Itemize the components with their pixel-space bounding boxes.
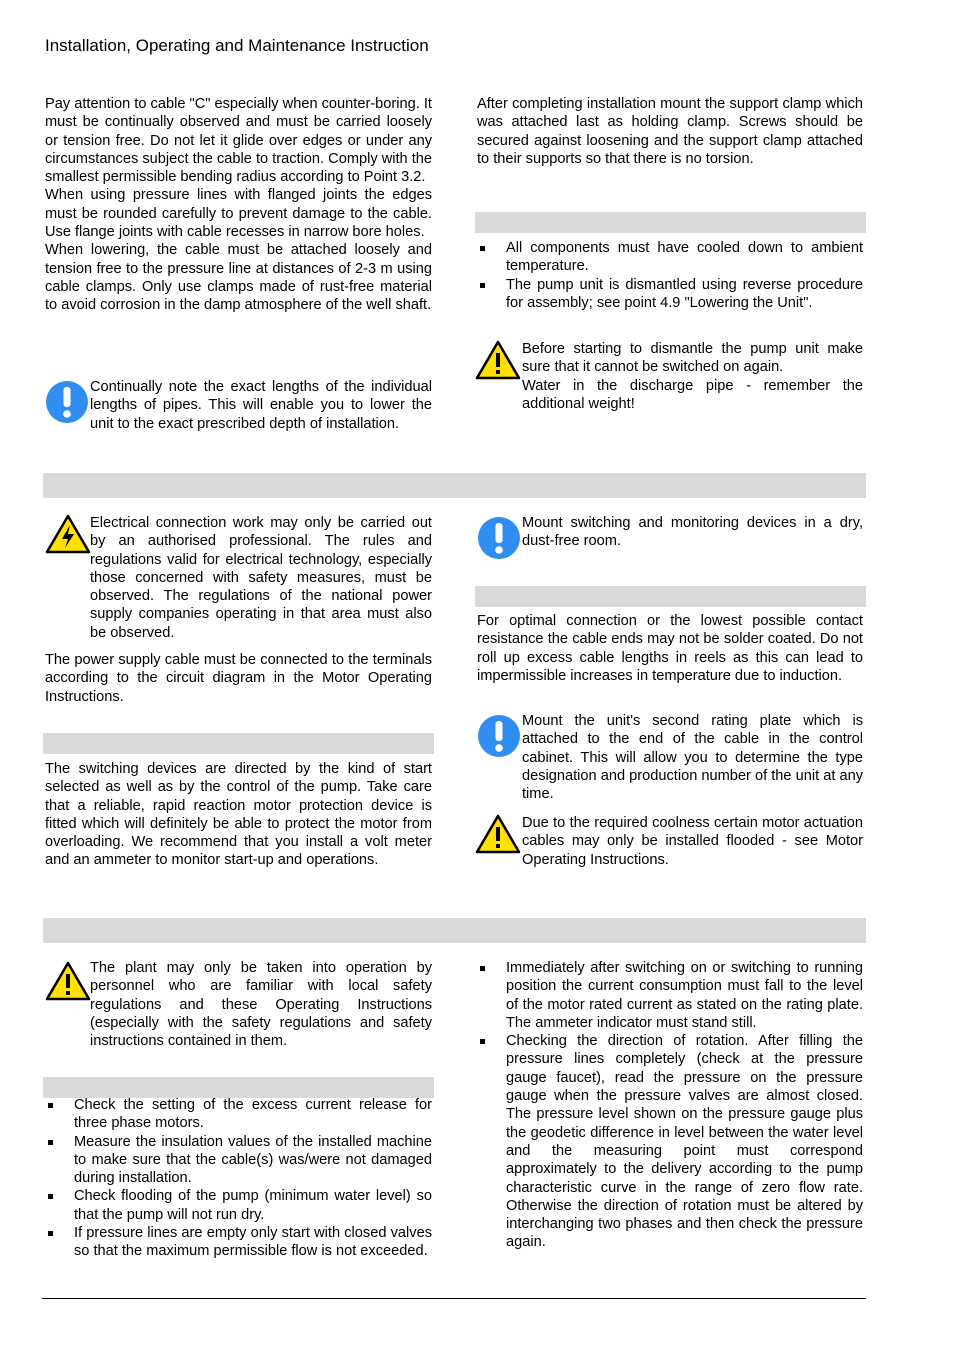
paragraph-lowering: When lowering, the cable must be attached loosely and tension free to the pressure line at distances of 2-3 m using cable clamps. Only use clamps made of rust-free material to avoid corrosion in the damp atmosphere of the well shaft. <box>45 242 432 314</box>
note-rating-plate-text: Mount the unit's second rating plate which is attached to the end of the cable in the control cabinet. This will allow you to determine the type designation and production number of the unit at any time. <box>522 713 863 803</box>
note-pipe-lengths <box>45 378 432 458</box>
list-item: Measure the insulation values of the installed machine to make sure that the cable(s) was/were not damaged during installation. <box>45 1133 432 1188</box>
note-mount-devices <box>477 514 863 564</box>
running-checks-list <box>477 959 863 1252</box>
list-item: Immediately after switching on or switching to running position the current consumption must fall to the level of the motor rated current as stated on the rating plate. The ammeter indicator must stand still. <box>477 959 863 1032</box>
section-heading-bar-cable <box>475 586 866 607</box>
left-top-text <box>45 95 432 315</box>
section-heading-bar-electrical <box>43 473 866 498</box>
startup-checks-list <box>45 1096 432 1261</box>
warning-triangle-icon <box>45 961 91 1001</box>
note-mount-devices-text: Mount switching and monitoring devices in a dry, dust-free room. <box>522 515 863 550</box>
info-exclamation-icon <box>477 516 521 560</box>
warning-cooling-cables-text: Due to the required coolness certain motor actuation cables may only be installed flooded - see Motor Operating Instructions. <box>522 815 863 868</box>
list-item: Check the setting of the excess current release for three phase motors. <box>45 1096 432 1133</box>
info-exclamation-icon <box>45 380 89 424</box>
power-supply-text <box>45 651 432 706</box>
warning-triangle-icon <box>475 814 521 854</box>
section-heading-bar-operation <box>43 918 866 943</box>
warning-dismantle-text <box>522 340 863 413</box>
section-heading-bar-switching <box>43 733 434 754</box>
paragraph-switching-devices: The switching devices are directed by the kind of start selected as well as by the control of the pump. Take care that a reliable, rapid reaction motor protection device is fitted which will definitely be able to protect the motor from overloading. We recommend that you install a volt meter and an ammeter to monitor start-up and operations. <box>45 761 432 869</box>
section-heading-bar-checks <box>43 1077 434 1098</box>
warning-cooling-cables <box>475 814 863 874</box>
warning-electrical <box>45 514 432 646</box>
list-item: Check flooding of the pump (minimum water level) so that the pump will not run dry. <box>45 1187 432 1224</box>
switching-devices-text <box>45 760 432 870</box>
paragraph-support-clamp: After completing installation mount the support clamp which was attached last as holding clamp. Screws should be secured against loosening and the support clamp attached to their supports so that there is no torsion. <box>477 96 863 167</box>
note-pipe-lengths-text: Continually note the exact lengths of the individual lengths of pipes. This will enable you to lower the unit to the exact prescribed depth of installation. <box>90 379 432 432</box>
list-item: If pressure lines are empty only start with closed valves so that the maximum permissible flow is not exceeded. <box>45 1224 432 1261</box>
section-heading-bar-dismantling <box>475 212 866 233</box>
cable-ends-text <box>477 612 863 685</box>
paragraph-power-cable: The power supply cable must be connected to the terminals according to the circuit diagram in the Motor Operating Instructions. <box>45 652 432 705</box>
list-item: Checking the direction of rotation. After filling the pressure lines completely (check at the pressure gauge faucet), read the pressure on the pressure gauge when the pressure valves are almost closed. The pressure level shown on the pressure gauge plus the geodetic difference in level between the water level and the measuring point must correspond approximately to the delivery according to the pump characteristic curve in the range of zero flow rate. Otherwise the direction of rotation must be altered by interchanging two phases and then check the pressure again. <box>477 1032 863 1252</box>
list-item: All components must have cooled down to ambient temperature. <box>477 239 863 276</box>
info-exclamation-icon <box>477 714 521 758</box>
warning-switch-off-text: Before starting to dismantle the pump unit make sure that it cannot be switched on again. <box>522 341 863 376</box>
list-item: The pump unit is dismantled using reverse procedure for assembly; see point 4.9 "Lowering the Unit". <box>477 276 863 313</box>
warning-operation <box>45 959 432 1054</box>
warning-water-weight-text: Water in the discharge pipe - remember the additional weight! <box>522 377 863 412</box>
right-top-text <box>477 95 863 168</box>
page-header-title: Installation, Operating and Maintenance Instruction <box>45 36 429 55</box>
warning-electrical-text: Electrical connection work may only be carried out by an authorised professional. The rules and regulations valid for electrical technology, especially those concerned with safety measures, must be observed. The regulations of the national power supply companies operating in that area must also be observed. <box>90 515 432 641</box>
footer-divider <box>42 1298 866 1299</box>
paragraph-cable-c: Pay attention to cable "C" especially when counter-boring. It must be continually observed and must be carried loosely or tension free. Do not let it glide over edges or under any circumstances subject the cable to traction. Comply with the smallest permissible bending radius according to Point 3.2. <box>45 96 432 186</box>
paragraph-cable-ends: For optimal connection or the lowest possible contact resistance the cable ends may not be solder coated. Do not roll up excess cable lengths in reels as this can lead to impermissible increases in temperature due to induction. <box>477 613 863 684</box>
warning-dismantle <box>475 340 863 420</box>
note-rating-plate <box>477 712 863 807</box>
warning-triangle-icon <box>475 340 521 380</box>
electrical-hazard-icon <box>45 514 91 554</box>
warning-operation-text: The plant may only be taken into operation by personnel who are familiar with local safety regulations and these Operating Instructions (especially with the safety regulations and safety instructions contained in them. <box>90 960 432 1050</box>
dismantling-bullets <box>477 239 863 312</box>
paragraph-flanged-joints: When using pressure lines with flanged joints the edges must be rounded carefully to prevent damage to the cable. Use flange joints with cable recesses in narrow bore holes. <box>45 187 432 241</box>
